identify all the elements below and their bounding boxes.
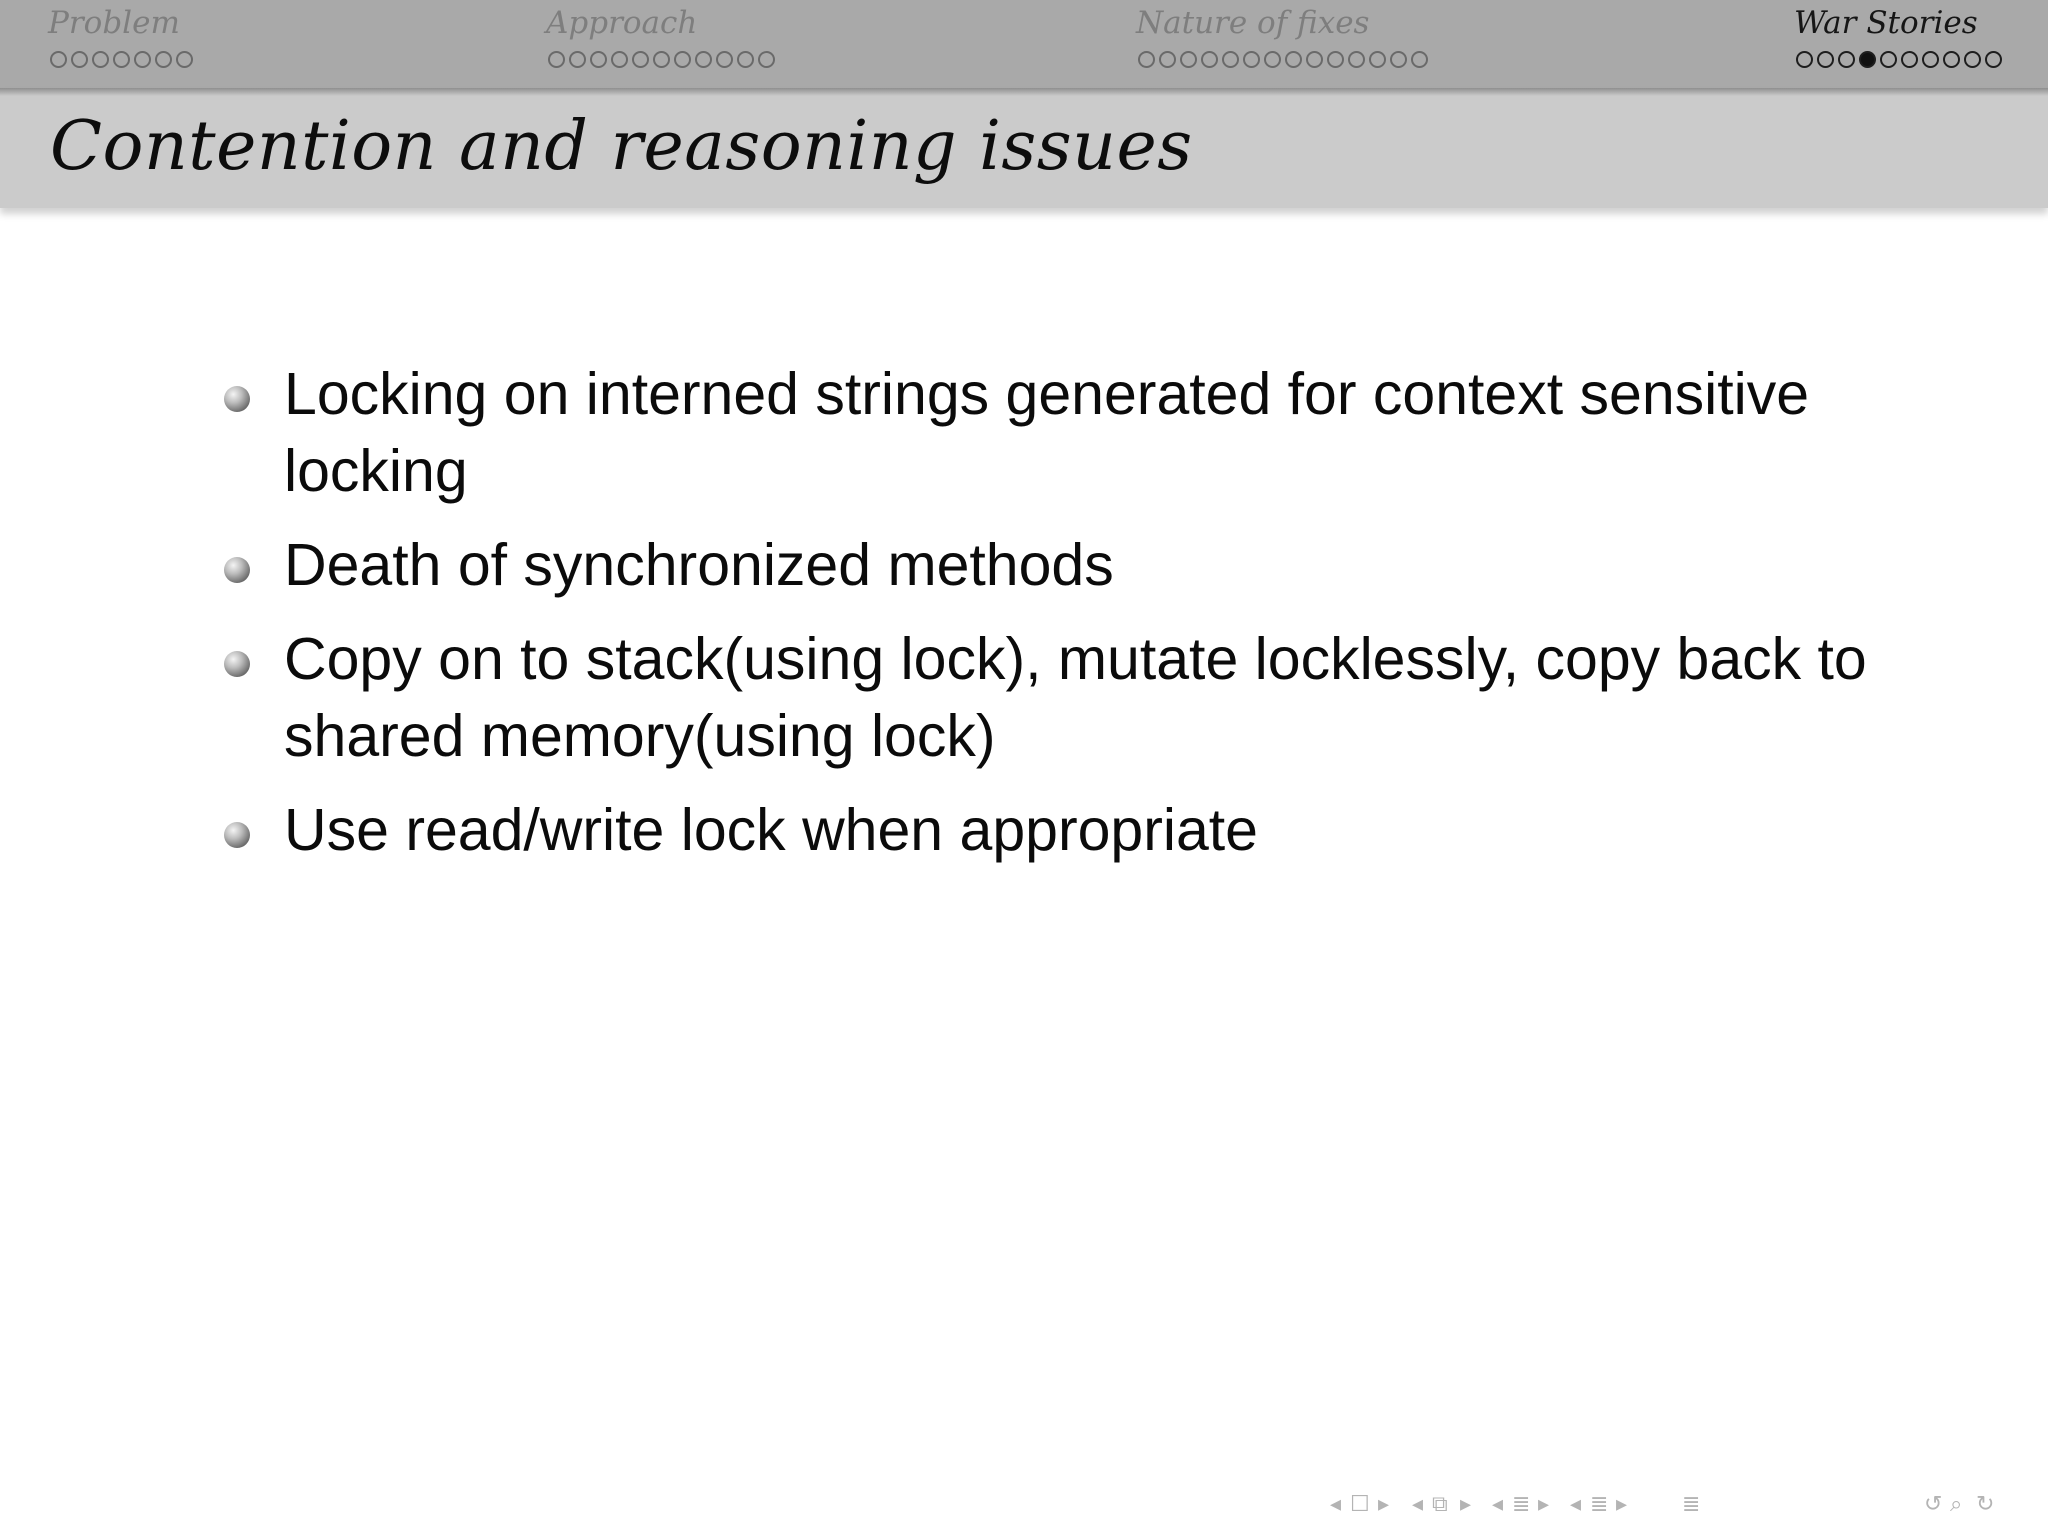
bullet-ball-icon <box>224 557 250 583</box>
bullet-ball-icon <box>224 822 250 848</box>
slide-icon[interactable]: ☐ <box>1350 1492 1370 1517</box>
bullet-ball-icon <box>224 386 250 412</box>
frame-dot[interactable] <box>653 51 670 68</box>
frame-dots <box>1796 51 2002 68</box>
frame-dot[interactable] <box>569 51 586 68</box>
frame-dot[interactable] <box>155 51 172 68</box>
nav-section-label[interactable]: Problem <box>48 5 180 41</box>
frame-dot[interactable] <box>1411 51 1428 68</box>
subsection-next-icon[interactable]: ▸ <box>1538 1492 1550 1517</box>
current-frame-dot[interactable] <box>1859 51 1876 68</box>
frame-dot[interactable] <box>758 51 775 68</box>
bullet-item <box>222 527 1902 604</box>
bullet-item <box>222 356 1902 510</box>
frame-prev-icon[interactable]: ◂ <box>1412 1492 1424 1517</box>
frame-dot[interactable] <box>1390 51 1407 68</box>
subsection-prev-icon[interactable]: ◂ <box>1492 1492 1504 1517</box>
section-prev-icon[interactable]: ◂ <box>1570 1492 1582 1517</box>
frame-title: Contention and reasoning issues <box>50 107 1193 186</box>
frame-dot[interactable] <box>737 51 754 68</box>
bullet-text: Death of synchronized methods <box>284 532 1114 598</box>
frame-dot[interactable] <box>1180 51 1197 68</box>
frame-dot[interactable] <box>1985 51 2002 68</box>
frame-dot[interactable] <box>92 51 109 68</box>
frame-dot[interactable] <box>674 51 691 68</box>
frame-dot[interactable] <box>1796 51 1813 68</box>
frame-dot[interactable] <box>1922 51 1939 68</box>
bullet-ball-icon <box>224 651 250 677</box>
beamer-navigation-symbols <box>1330 1490 2030 1520</box>
frame-dot[interactable] <box>1222 51 1239 68</box>
frame-dot[interactable] <box>1943 51 1960 68</box>
frame-dot[interactable] <box>1201 51 1218 68</box>
navbar-shadow <box>0 88 2048 96</box>
nav-section-label[interactable]: War Stories <box>1794 5 1978 41</box>
section-next-icon[interactable]: ▸ <box>1616 1492 1628 1517</box>
bullet-item <box>222 792 1902 869</box>
frame-dot[interactable] <box>134 51 151 68</box>
frame-title-bar <box>0 88 2048 208</box>
bullet-item <box>222 621 1902 775</box>
frame-dot[interactable] <box>1138 51 1155 68</box>
frame-dot[interactable] <box>1880 51 1897 68</box>
forward-icon[interactable]: ↻ <box>1976 1492 1995 1517</box>
frame-dot[interactable] <box>1964 51 1981 68</box>
subsection-icon[interactable]: ≣ <box>1512 1492 1531 1517</box>
section-navigation-bar <box>0 0 2048 88</box>
bullet-text: Locking on interned strings generated for context sensitive locking <box>284 361 1810 504</box>
frame-dots <box>50 51 193 68</box>
search-icon[interactable]: ⌕ <box>1950 1492 1963 1517</box>
frame-dot[interactable] <box>1159 51 1176 68</box>
bullet-text: Copy on to stack(using lock), mutate locklessly, copy back to shared memory(using lock) <box>284 626 1867 769</box>
frame-dot[interactable] <box>1369 51 1386 68</box>
frame-dot[interactable] <box>695 51 712 68</box>
frame-dot[interactable] <box>590 51 607 68</box>
frame-dot[interactable] <box>611 51 628 68</box>
bullet-list <box>222 356 1902 886</box>
frame-dot[interactable] <box>1306 51 1323 68</box>
frame-dot[interactable] <box>50 51 67 68</box>
bullet-text: Use read/write lock when appropriate <box>284 797 1258 863</box>
frame-dot[interactable] <box>1817 51 1834 68</box>
table-of-contents-icon[interactable]: ≣ <box>1682 1492 1701 1517</box>
frame-dot[interactable] <box>1348 51 1365 68</box>
nav-section-label[interactable]: Nature of fixes <box>1136 5 1370 41</box>
frame-dot[interactable] <box>1243 51 1260 68</box>
frame-dot[interactable] <box>1838 51 1855 68</box>
slide-next-icon[interactable]: ▸ <box>1378 1492 1390 1517</box>
frame-dot[interactable] <box>1264 51 1281 68</box>
nav-section-label[interactable]: Approach <box>546 5 698 41</box>
back-icon[interactable]: ↺ <box>1924 1492 1943 1517</box>
frame-dot[interactable] <box>548 51 565 68</box>
section-icon[interactable]: ≣ <box>1590 1492 1609 1517</box>
frame-dot[interactable] <box>71 51 88 68</box>
frame-dots <box>1138 51 1428 68</box>
frame-dot[interactable] <box>113 51 130 68</box>
slide-prev-icon[interactable]: ◂ <box>1330 1492 1342 1517</box>
frame-dot[interactable] <box>176 51 193 68</box>
frame-dots <box>548 51 775 68</box>
frame-next-icon[interactable]: ▸ <box>1460 1492 1472 1517</box>
frame-dot[interactable] <box>632 51 649 68</box>
frame-dot[interactable] <box>1285 51 1302 68</box>
frame-icon[interactable]: ⧉ <box>1432 1492 1448 1517</box>
frame-dot[interactable] <box>1901 51 1918 68</box>
frame-dot[interactable] <box>716 51 733 68</box>
frame-dot[interactable] <box>1327 51 1344 68</box>
